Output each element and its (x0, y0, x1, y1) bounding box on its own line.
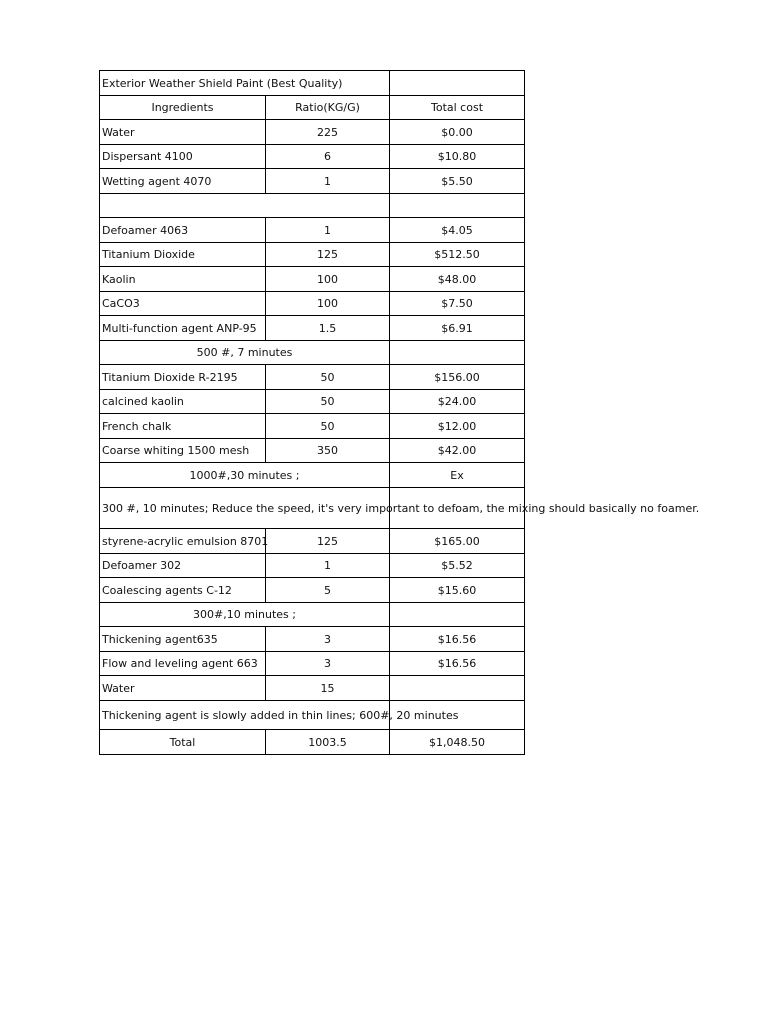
table-row (100, 169, 525, 194)
ingredient-name: Coalescing agents C-12 (100, 578, 266, 603)
ingredient-cost (390, 676, 525, 701)
table-row (100, 529, 525, 554)
step-cost (390, 341, 525, 365)
ingredient-cost: $5.52 (390, 554, 525, 578)
step-row (100, 341, 525, 365)
mixing-step-note: Thickening agent is slowly added in thin lines; 600#, 20 minutes (100, 701, 390, 730)
ingredient-ratio: 50 (266, 390, 390, 414)
table-row (100, 390, 525, 414)
ingredient-cost: $5.50 (390, 169, 525, 194)
ingredient-name: Titanium Dioxide R-2195 (100, 365, 266, 390)
header-total-cost: Total cost (390, 96, 525, 120)
ingredient-cost: $15.60 (390, 578, 525, 603)
ingredient-ratio: 5 (266, 578, 390, 603)
ingredient-name: Multi-function agent ANP-95 (100, 316, 266, 341)
ingredient-name: Defoamer 302 (100, 554, 266, 578)
ingredient-cost: $16.56 (390, 627, 525, 652)
ingredient-cost: $16.56 (390, 652, 525, 676)
header-ratio: Ratio(KG/G) (266, 96, 390, 120)
ingredient-cost: $6.91 (390, 316, 525, 341)
ingredient-cost: $4.05 (390, 218, 525, 243)
paint-formula-table (99, 70, 700, 755)
ingredient-ratio: 50 (266, 414, 390, 439)
table-row (100, 365, 525, 390)
step-cost (390, 603, 525, 627)
ingredient-ratio: 6 (266, 145, 390, 169)
header-row (100, 96, 525, 120)
mixing-step-note: 1000#,30 minutes ; (100, 463, 390, 488)
table-row (100, 554, 525, 578)
ingredient-ratio: 3 (266, 627, 390, 652)
table-row (100, 218, 525, 243)
ingredient-ratio: 1 (266, 554, 390, 578)
ingredient-name: Water (100, 120, 266, 145)
ingredient-name: Kaolin (100, 267, 266, 292)
ingredient-ratio: 15 (266, 676, 390, 701)
table-row (100, 243, 525, 267)
ingredient-cost: $48.00 (390, 267, 525, 292)
header-ingredients: Ingredients (100, 96, 266, 120)
table-row (100, 414, 525, 439)
ingredient-name: Wetting agent 4070 (100, 169, 266, 194)
mixing-step-note: 500 #, 7 minutes (100, 341, 390, 365)
ingredient-ratio: 50 (266, 365, 390, 390)
ingredient-name: French chalk (100, 414, 266, 439)
ingredient-cost: $165.00 (390, 529, 525, 554)
table-row (100, 267, 525, 292)
total-cost: $1,048.50 (390, 730, 525, 755)
ingredient-cost: $512.50 (390, 243, 525, 267)
total-row (100, 730, 525, 755)
total-ratio: 1003.5 (266, 730, 390, 755)
step-cost: Ex (390, 463, 525, 488)
table-row-empty (100, 194, 525, 218)
ingredient-cost: $0.00 (390, 120, 525, 145)
title-empty-cell (390, 71, 525, 96)
ingredient-name: Titanium Dioxide (100, 243, 266, 267)
table-row (100, 145, 525, 169)
ingredient-cost: $24.00 (390, 390, 525, 414)
ingredient-cost: $10.80 (390, 145, 525, 169)
ingredient-name: Coarse whiting 1500 mesh (100, 439, 266, 463)
table-row (100, 652, 525, 676)
total-label: Total (100, 730, 266, 755)
empty-cell (390, 194, 525, 218)
step-row (100, 488, 525, 529)
ingredient-name: Thickening agent635 (100, 627, 266, 652)
ingredient-name: Defoamer 4063 (100, 218, 266, 243)
ingredient-name: calcined kaolin (100, 390, 266, 414)
table-row (100, 439, 525, 463)
table-row (100, 676, 525, 701)
mixing-step-note: 300#,10 minutes ; (100, 603, 390, 627)
ingredient-ratio: 125 (266, 529, 390, 554)
ingredient-cost: $42.00 (390, 439, 525, 463)
ingredient-name: Dispersant 4100 (100, 145, 266, 169)
step-row (100, 701, 525, 730)
table-row (100, 292, 525, 316)
sheet-title: Exterior Weather Shield Paint (Best Quality) (100, 71, 390, 96)
ingredient-ratio: 125 (266, 243, 390, 267)
empty-cell (100, 194, 390, 218)
ingredient-ratio: 1 (266, 218, 390, 243)
step-row (100, 603, 525, 627)
step-row (100, 463, 525, 488)
table-row (100, 578, 525, 603)
title-row (100, 71, 525, 96)
table-row (100, 120, 525, 145)
ingredient-ratio: 1 (266, 169, 390, 194)
table-row (100, 627, 525, 652)
ingredient-name: CaCO3 (100, 292, 266, 316)
ingredient-name: styrene-acrylic emulsion 8701 (100, 529, 266, 554)
ingredient-ratio: 1.5 (266, 316, 390, 341)
ingredient-name: Water (100, 676, 266, 701)
mixing-step-note: 300 #, 10 minutes; Reduce the speed, it's very important to defoam, the mixing should basically no foamer. (100, 488, 390, 529)
ingredient-ratio: 100 (266, 267, 390, 292)
ingredient-cost: $156.00 (390, 365, 525, 390)
ingredient-ratio: 3 (266, 652, 390, 676)
ingredient-cost: $12.00 (390, 414, 525, 439)
ingredient-ratio: 350 (266, 439, 390, 463)
ingredient-cost: $7.50 (390, 292, 525, 316)
ingredient-ratio: 225 (266, 120, 390, 145)
ingredient-ratio: 100 (266, 292, 390, 316)
ingredient-name: Flow and leveling agent 663 (100, 652, 266, 676)
table-row (100, 316, 525, 341)
